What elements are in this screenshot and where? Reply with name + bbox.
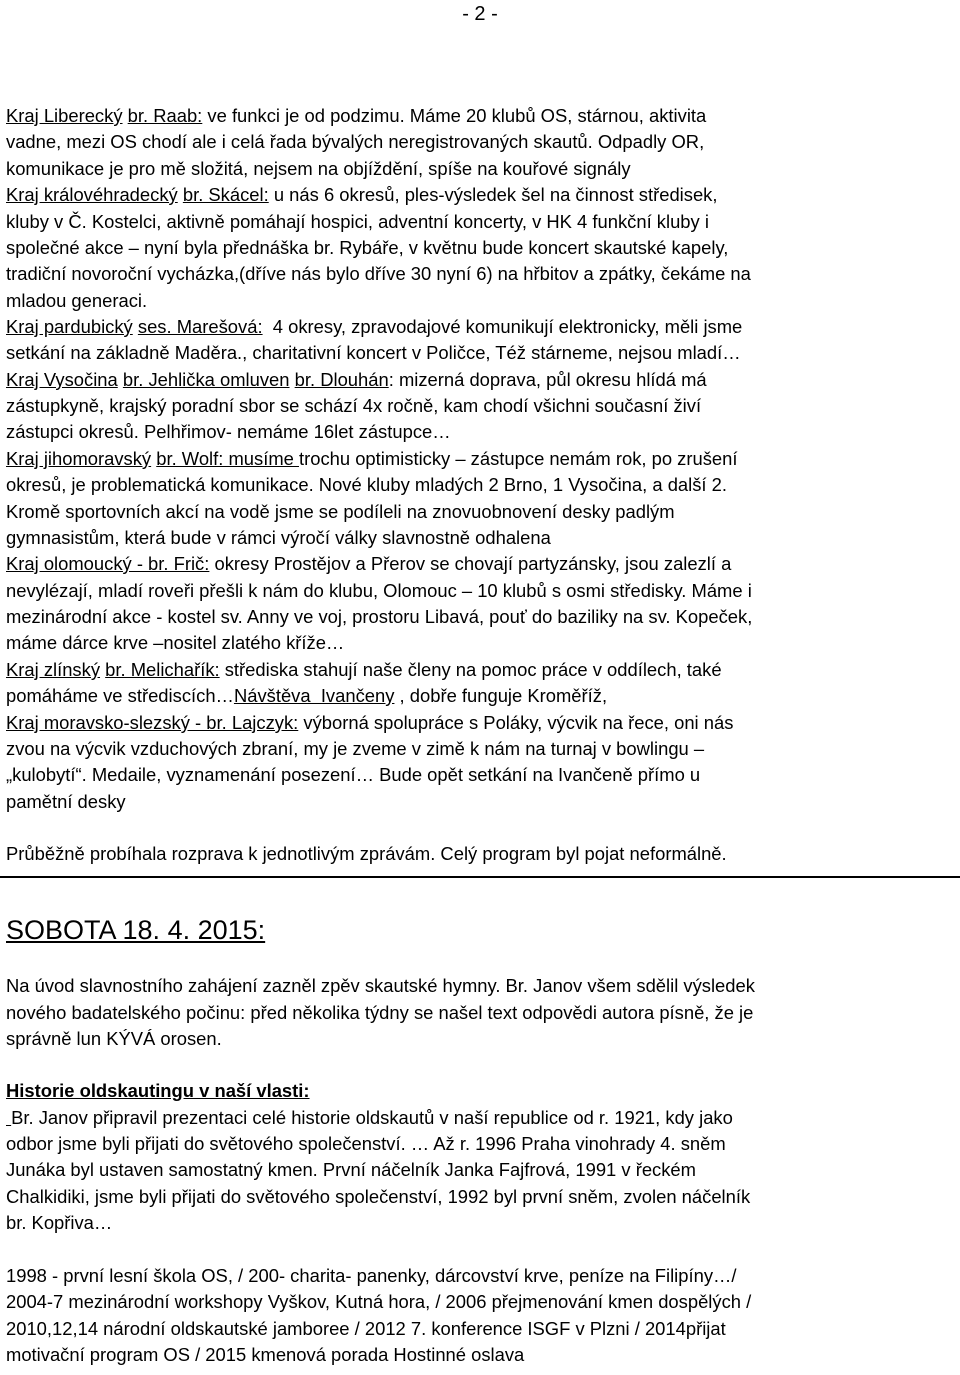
report-line: společné akce – nyní byla přednáška br. Rybáře, v květnu bude koncert skautské kapely, xyxy=(6,237,729,258)
representative: br. Melichařík: xyxy=(105,659,220,680)
region-vysocina-line-1 xyxy=(6,368,707,392)
horizontal-divider xyxy=(0,876,960,878)
report-text: pomáháme ve střediscích… xyxy=(6,685,234,706)
report-line: nevylézají, mladí roveři přešli k nám do klubu, Olomouc – 10 klubů s osmi středisky. Máme i xyxy=(6,580,752,601)
report-line: Kromě sportovních akcí na vodě jsme se podíleli na znovuobnovení desky padlým xyxy=(6,501,675,522)
region-name: Kraj pardubický xyxy=(6,316,133,337)
region-name: Kraj moravsko-slezský - br. Lajczyk: xyxy=(6,712,299,733)
report-text: ve funkci je od podzimu. Máme 20 klubů OS, stárnou, aktivita xyxy=(202,105,707,126)
paragraph-line: odbor jsme byli přijati do světového společenství. … Až r. 1996 Praha vinohrady 4. sněm xyxy=(6,1133,726,1154)
report-text: okresy Prostějov a Přerov se chovají partyzánsky, jsou zalezlí a xyxy=(209,553,732,574)
report-text: výborná spolupráce s Poláky, výcvik na řece, oni nás xyxy=(298,712,734,733)
underlined-text: Návštěva Ivančeny xyxy=(233,685,395,706)
report-text: 4 okresy, zpravodajové komunikují elektronicky, měli jsme xyxy=(262,316,743,337)
report-line: mezinárodní akce - kostel sv. Anny ve voj, prostoru Libavá, pouť do baziliky na sv. Kopeček, xyxy=(6,606,753,627)
region-name: Kraj zlínský xyxy=(6,659,101,680)
page-number: - 2 - xyxy=(462,3,498,25)
representative: br. Raab: xyxy=(127,105,203,126)
report-line: zástupkyně, krajský poradní sbor se schází 4x ročně, kam chodí všichni současní živí xyxy=(6,395,702,416)
closing-statement: Průběžně probíhala rozprava k jednotlivým zprávám. Celý program byl pojat neformálně. xyxy=(6,843,727,864)
paragraph-line: motivační program OS / 2015 kmenová porada Hostinné oslava xyxy=(6,1344,525,1365)
paragraph-line: br. Kopřiva… xyxy=(6,1212,113,1233)
region-pardubice-line-1 xyxy=(6,315,742,339)
region-name: Kraj Liberecký xyxy=(6,105,123,126)
report-line: zvou na výcvik vzduchových zbraní, my je zveme v zimě k nám na turnaj v bowlingu – xyxy=(6,738,705,759)
report-text: u nás 6 okresů, ples-výsledek šel na činnost středisek, xyxy=(268,184,718,205)
report-line: „kulobytí“. Medaile, vyznamenání posezení… Bude opět setkání na Ivančeně přímo u xyxy=(6,764,701,785)
paragraph-line: nového badatelského počinu: před několika týdny se našel text odpovědi autora písně, že je xyxy=(6,1002,754,1023)
region-name: Kraj Vysočina xyxy=(6,369,118,390)
paragraph-line: správně lun KÝVÁ orosen. xyxy=(6,1028,222,1049)
paragraph-line: 2004-7 mezinárodní workshopy Vyškov, Kutná hora, / 2006 přejmenování kmen dospělých / xyxy=(6,1291,752,1312)
region-hradec-line-1 xyxy=(6,183,717,207)
region-msk-line-1 xyxy=(6,711,733,735)
section-heading-saturday: SOBOTA 18. 4. 2015: xyxy=(6,915,266,945)
paragraph-line: Na úvod slavnostního zahájení zazněl zpěv skautské hymny. Br. Janov všem sdělil výsledek xyxy=(6,975,755,996)
report-line: pamětní desky xyxy=(6,791,126,812)
region-jihomoravsky-line-1 xyxy=(6,447,737,471)
paragraph-line: 1998 - první lesní škola OS, / 200- charita- panenky, dárcovství krve, peníze na Filipíny…/ xyxy=(6,1265,737,1286)
report-line: zástupci okresů. Pelhřimov- nemáme 16let zástupce… xyxy=(6,421,451,442)
paragraph-line xyxy=(6,1106,733,1130)
paragraph-text: Br. Janov připravil prezentaci celé historie oldskautů v naší republice od r. 1921, kdy jako xyxy=(11,1107,733,1128)
region-name: Kraj jihomoravský xyxy=(6,448,152,469)
representative: br. Wolf: musíme xyxy=(156,448,299,469)
report-line: máme dárce krve –nositel zlatého kříže… xyxy=(6,632,345,653)
report-text: střediska stahují naše členy na pomoc práce v oddílech, také xyxy=(219,659,722,680)
report-line: setkání na základně Maděra., charitativní koncert v Poličce, Též stárneme, nejsou mladí… xyxy=(6,342,741,363)
report-line: vadne, mezi OS chodí ale i celá řada bývalých neregistrovaných skautů. Odpadly OR, xyxy=(6,131,705,152)
report-line: mladou generaci. xyxy=(6,290,148,311)
region-zlin-line-2 xyxy=(6,684,607,708)
report-line: komunikace je pro mě složitá, nejsem na objíždění, spíše na kouřové signály xyxy=(6,158,631,179)
region-name: Kraj olomoucký - br. Frič: xyxy=(6,553,210,574)
region-olomouc-line-1 xyxy=(6,552,731,576)
region-name: Kraj královéhradecký xyxy=(6,184,178,205)
report-text: , dobře funguje Kroměříž, xyxy=(394,685,608,706)
paragraph-line: Chalkidiki, jsme byli přijati do světového společenství, 1992 byl první sněm, zvolen náčelník xyxy=(6,1186,751,1207)
report-text: : mizerná doprava, půl okresu hlídá má xyxy=(388,369,707,390)
representative: br. Jehlička omluven xyxy=(122,369,290,390)
region-liberec-line-1 xyxy=(6,104,706,128)
report-line: gymnasistům, která bude v rámci výročí války slavnostně odhalena xyxy=(6,527,551,548)
report-text: trochu optimisticky – zástupce nemám rok, po zrušení xyxy=(298,448,738,469)
region-zlin-line-1 xyxy=(6,658,722,682)
representative: br. Dlouhán xyxy=(294,369,389,390)
history-heading: Historie oldskautingu v naší vlasti: xyxy=(6,1080,310,1101)
representative: br. Skácel: xyxy=(182,184,269,205)
paragraph-line: Junáka byl ustaven samostatný kmen. První náčelník Janka Fajfrová, 1991 v řeckém xyxy=(6,1159,696,1180)
report-line: kluby v Č. Kostelci, aktivně pomáhají hospici, adventní koncerty, v HK 4 funkční kluby i xyxy=(6,211,709,232)
report-line: okresů, je problematická komunikace. Nové kluby mladých 2 Brno, 1 Vysočina, a další 2. xyxy=(6,474,727,495)
report-line: tradiční novoroční vycházka,(dříve nás bylo dříve 30 nyní 6) na hřbitov a zpátky, čekáme na xyxy=(6,263,751,284)
representative: ses. Marešová: xyxy=(137,316,263,337)
paragraph-line: 2010,12,14 národní oldskautské jamboree / 2012 7. konference ISGF v Plzni / 2014přijat xyxy=(6,1318,726,1339)
